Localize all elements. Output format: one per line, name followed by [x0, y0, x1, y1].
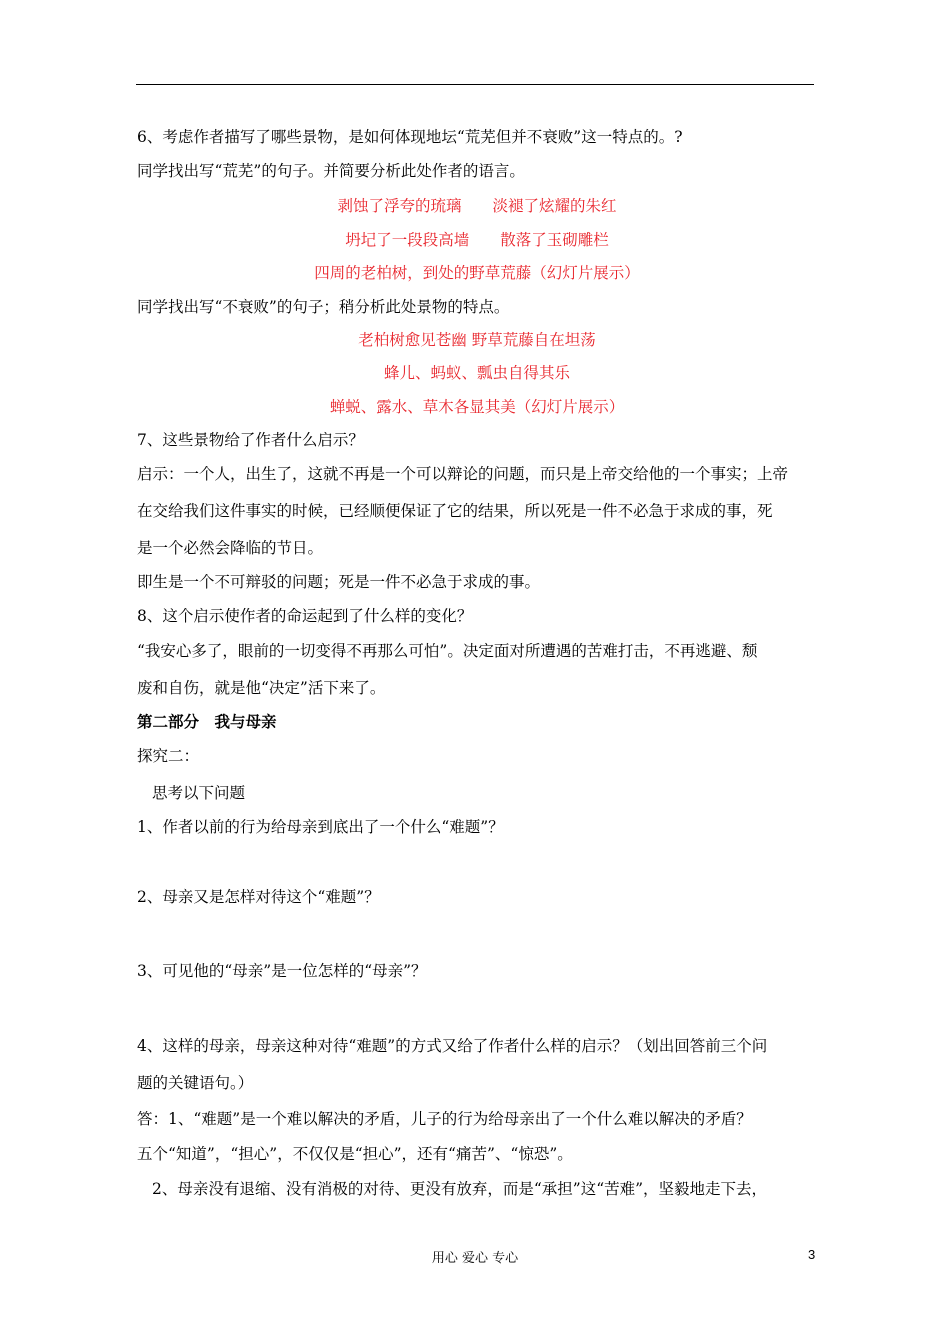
header-rule	[136, 84, 814, 85]
question-4-line-2: 题的关键语句。）	[137, 1074, 254, 1092]
instruction-find-notdecay: 同学找出写“不衰败”的句子；稍分析此处景物的特点。	[137, 298, 510, 316]
explore-2-label: 探究二：	[137, 747, 200, 765]
answer-line-1: 答：1、“难题”是一个难以解决的矛盾，儿子的行为给母亲出了一个什么难以解决的矛盾？	[137, 1110, 752, 1128]
notdecay-line-1: 老柏树愈见苍幽 野草荒藤自在坦荡	[358, 331, 596, 349]
q8-answer-line-1: “我安心多了，眼前的一切变得不再那么可怕”。决定面对所遭遇的苦难打击，不再逃避、颓	[137, 642, 758, 660]
wild-line-3: 四周的老柏树，到处的野草荒藤（幻灯片展示）	[314, 264, 640, 282]
think-prompt: 思考以下问题	[152, 784, 246, 802]
wild-line-2: 坍圮了一段段高墙 散落了玉砌雕栏	[345, 231, 609, 249]
discussion-question-1: 1、作者以前的行为给母亲到底出了一个什么“难题”？	[137, 818, 504, 836]
q7-answer-line-2: 在交给我们这件事实的时候，已经顺便保证了它的结果，所以死是一件不必急于求成的事，死	[137, 502, 773, 520]
part2-heading: 第二部分 我与母亲	[137, 712, 277, 731]
instruction-find-wild: 同学找出写“荒芜”的句子。并简要分析此处作者的语言。	[137, 162, 525, 180]
notdecay-line-3: 蝉蜕、露水、草木各显其美（幻灯片展示）	[329, 398, 625, 416]
question-4-line-1: 4、这样的母亲，母亲这种对待“难题”的方式又给了作者什么样的启示？（划出回答前三个问	[137, 1037, 768, 1055]
q7-answer-line-3: 是一个必然会降临的节日。	[137, 539, 324, 557]
q7-answer-line-1: 启示：一个人，出生了，这就不再是一个可以辩论的问题，而只是上帝交给他的一个事实；上帝	[137, 465, 789, 483]
question-7: 7、这些景物给了作者什么启示？	[137, 431, 364, 449]
question-8: 8、这个启示使作者的命运起到了什么样的变化？	[137, 607, 473, 625]
notdecay-line-2: 蜂儿、蚂蚁、瓢虫自得其乐	[383, 364, 570, 382]
discussion-question-3: 3、可见他的“母亲”是一位怎样的“母亲”？	[137, 962, 427, 980]
q7-summary: 即生是一个不可辩驳的问题；死是一件不必急于求成的事。	[137, 573, 541, 591]
answer-line-2: 五个“知道”，“担心”，不仅仅是“担心”，还有“痛苦”、“惊恐”。	[137, 1145, 573, 1163]
wild-line-1: 剥蚀了浮夸的琉璃 淡褪了炫耀的朱红	[337, 197, 617, 215]
question-6: 6、考虑作者描写了哪些景物，是如何体现地坛“荒芜但并不衰败”这一特点的。?	[137, 128, 683, 146]
answer-line-3: 2、母亲没有退缩、没有消极的对待、更没有放弃，而是“承担”这“苦难”，坚毅地走下去，	[152, 1180, 768, 1198]
page-number: 3	[808, 1247, 816, 1262]
q8-answer-line-2: 废和自伤，就是他“决定”活下来了。	[137, 679, 386, 697]
discussion-question-2: 2、母亲又是怎样对待这个“难题”？	[137, 888, 380, 906]
page-footer: 用心 爱心 专心	[431, 1251, 519, 1266]
